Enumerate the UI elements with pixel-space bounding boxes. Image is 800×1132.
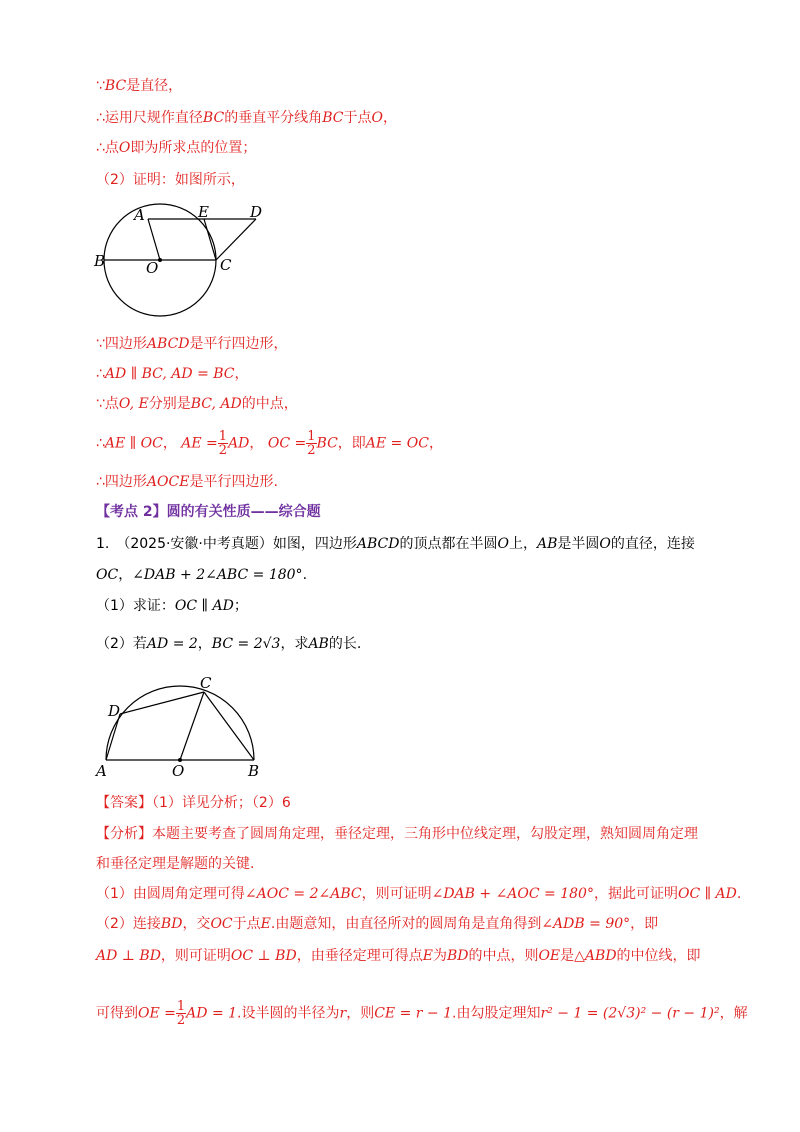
- fig1-label-e: E: [198, 203, 209, 221]
- solution-line-4: 可得到OE = $\frac{1}{2}$ AD = 1.设半圆的半径为r，则CE = r − 1.由勾股定理知r² − 1 = (2√3)² − (r − 1)²，解: [96, 999, 748, 1028]
- fig2-label-d: D: [108, 702, 121, 720]
- fig1-center-dot: [158, 258, 162, 262]
- solution-line-1: （1）由圆周角定理可得∠AOC = 2∠ABC，则可证明∠DAB + ∠AOC = 180°，据此可证明OC ∥ AD.: [96, 886, 742, 902]
- proof-line-4: ∴AE ∥ OC， AE = $\frac{1}{2}$ AD， OC = $\frac{1}{2}$ BC，即AE = OC，: [96, 429, 443, 458]
- proof-line-3: ∵点O, E分别是BC, AD的中点，: [96, 396, 298, 412]
- question-line-2: OC，∠DAB + 2∠ABC = 180°.: [96, 567, 308, 583]
- fig1-label-d: D: [250, 203, 263, 221]
- fig2-arc: [106, 686, 254, 760]
- fig1-label-o: O: [146, 259, 159, 277]
- figure-circle-parallelogram: [90, 200, 280, 330]
- fig2-seg-ad: [106, 714, 120, 760]
- fig2-label-c: C: [200, 674, 212, 692]
- answer-line: 【答案】（1）详见分析；（2）6: [96, 795, 291, 811]
- fig2-label-b: B: [248, 762, 260, 780]
- question-line-4: （2）若AD = 2，BC = 2√3，求AB的长.: [96, 636, 362, 652]
- line-diameter: ∵BC是直径，: [96, 78, 183, 94]
- analysis-line-1: 【分析】本题主要考查了圆周角定理，垂径定理，三角形中位线定理，勾股定理，熟知圆周角定理: [96, 826, 698, 842]
- fig1-seg-dc: [216, 219, 256, 260]
- fig1-seg-ao: [148, 219, 160, 260]
- proof-line-1: ∵四边形ABCD是平行四边形，: [96, 336, 288, 352]
- figure-semicircle: [92, 672, 272, 782]
- fig1-seg-ec: [204, 219, 216, 260]
- section-heading: 【考点 2】圆的有关性质——综合题: [96, 504, 321, 520]
- fig2-label-o: O: [172, 762, 185, 780]
- fig2-seg-oc: [180, 692, 204, 760]
- fig2-label-a: A: [96, 762, 107, 780]
- question-line-3: （1）求证：OC ∥ AD；: [96, 598, 248, 614]
- proof-line-5: ∴四边形AOCE是平行四边形.: [96, 474, 278, 490]
- question-line-1: 1. （2025·安徽·中考真题）如图，四边形ABCD的顶点都在半圆O上，AB是半圆O的直径，连接: [96, 536, 695, 552]
- fig1-label-c: C: [220, 256, 232, 274]
- fig1-label-a: A: [134, 206, 145, 224]
- proof-label: （2）证明：如图所示，: [96, 172, 245, 188]
- line-point-o: ∴点O即为所求点的位置；: [96, 140, 257, 156]
- solution-line-2: （2）连接BD，交OC于点E.由题意知，由直径所对的圆周角是直角得到∠ADB = 90°，即: [96, 916, 659, 932]
- solution-line-3: AD ⊥ BD，则可证明OC ⊥ BD，由垂径定理可得点E为BD的中点，则OE是△ABD的中位线，即: [96, 948, 701, 964]
- proof-line-2: ∴AD ∥ BC, AD = BC，: [96, 366, 249, 382]
- fig1-label-b: B: [94, 252, 106, 270]
- line-construct: ∴运用尺规作直径BC的垂直平分线角BC于点O，: [96, 110, 397, 126]
- analysis-line-2: 和垂径定理是解题的关键.: [96, 856, 255, 872]
